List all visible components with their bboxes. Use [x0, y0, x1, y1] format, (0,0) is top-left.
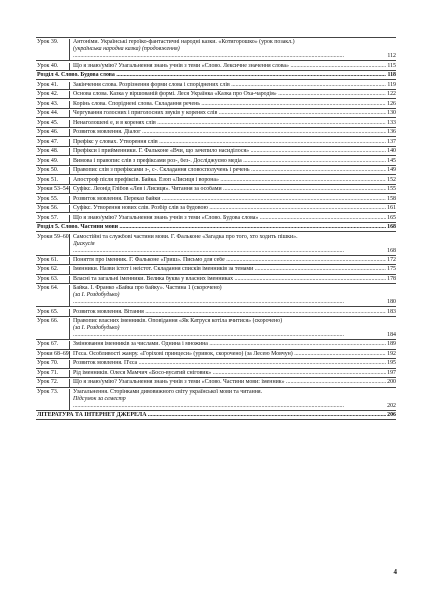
toc-row — [36, 213, 396, 223]
lesson-label: Урок 39. — [36, 39, 70, 60]
lesson-label: Урок 45. — [36, 120, 70, 127]
lesson-title-text: П'єса. Особливості жанру. «Горіхові принцеси» (уривок, скорочено) (за Лесею Мовчун) — [73, 350, 293, 357]
lesson-title-text: Що я знаю/умію? Узагальнення знань учнів з теми «Слово. Частини мови: іменник» — [73, 379, 285, 386]
lesson-title — [73, 110, 386, 117]
toc-row — [36, 350, 396, 360]
section-heading — [36, 223, 396, 233]
lesson-title-text: Розділ 5. Слово. Частини мови — [37, 224, 119, 231]
lesson-title — [73, 158, 386, 165]
lesson-label: Урок 43. — [36, 101, 70, 108]
lesson-title-text: Що я знаю/умію? Узагальнення знань учнів з теми «Слово. Будова слова» — [73, 214, 259, 221]
lesson-title — [73, 370, 386, 377]
toc-row — [36, 340, 396, 350]
lesson-title-text: Розвиток мовлення. Вітання — [73, 308, 144, 315]
toc-row — [36, 194, 396, 204]
lesson-label: Урок 42. — [36, 91, 70, 98]
lesson-title-text: ЛІТЕРАТУРА ТА ІНТЕРНЕТ ДЖЕРЕЛА — [37, 412, 147, 419]
lesson-label: Уроки 68–69. — [37, 350, 71, 357]
lesson-title — [37, 412, 386, 419]
lesson-title-text: Префікс у словах. Утворення слів — [73, 138, 158, 145]
toc-row — [36, 232, 396, 255]
lesson-title-text: Розділ 4. Слово. Будова слова — [37, 72, 115, 79]
lesson-title — [73, 82, 386, 89]
lesson-title — [73, 389, 386, 410]
page-ref: 158 — [387, 195, 396, 202]
page-ref: 115 — [387, 62, 396, 69]
lesson-title-text: Антоніми. Українські героїко-фантастичні народні казки. «Котигорошко» (урок позакл.) — [73, 39, 295, 46]
toc-row — [36, 61, 396, 71]
toc-row — [36, 204, 396, 214]
lesson-title — [73, 101, 386, 108]
lesson-label: Урок 51. — [36, 177, 70, 184]
lesson-title-continuation: (за І. Роздобудько) — [73, 325, 120, 332]
lesson-label: Урок 72. — [36, 379, 70, 386]
lesson-label: Урок 71. — [36, 370, 70, 377]
lesson-label: Урок 41. — [36, 82, 70, 89]
lesson-title-text: Байка. І. Франко «Байка про байку». Частина 1 (скорочено) — [73, 285, 222, 292]
lesson-title — [73, 309, 386, 316]
toc-row — [36, 317, 396, 340]
toc-row — [36, 185, 396, 195]
page-ref: 192 — [387, 350, 396, 357]
lesson-title-text: Правопис власних іменників. Оповідання «Як Катруся котіла вчитися» (скорочено) — [73, 318, 283, 325]
toc-row — [36, 156, 396, 166]
lesson-title — [73, 285, 386, 306]
lesson-title — [73, 177, 386, 184]
lesson-title-text: Ненаголошені е, и в коренях слів — [73, 119, 156, 126]
page-ref: 200 — [387, 379, 396, 386]
lesson-label: Урок 70. — [36, 360, 70, 367]
toc-row — [36, 109, 396, 119]
lesson-title — [73, 351, 386, 358]
table-of-contents — [36, 37, 396, 420]
lesson-title-text: Власні та загальні іменники. Велика буква у власних іменниках — [73, 275, 234, 282]
lesson-label: Урок 62. — [36, 266, 70, 273]
lesson-label: Урок 55. — [36, 196, 70, 203]
lesson-title — [73, 196, 386, 203]
lesson-title-text: Розвиток мовлення. Діалог — [73, 129, 141, 136]
lesson-label: Урок 44. — [36, 110, 70, 117]
page-number: 4 — [393, 568, 397, 576]
page-ref: 149 — [387, 167, 396, 174]
page-ref: 119 — [387, 81, 396, 88]
lesson-title — [73, 318, 386, 339]
lesson-title — [73, 360, 386, 367]
page-ref: 140 — [387, 148, 396, 155]
page-ref: 180 — [387, 299, 396, 306]
lesson-title — [73, 63, 386, 70]
lesson-title — [73, 341, 386, 348]
toc-row — [36, 99, 396, 109]
page-ref: 152 — [387, 176, 396, 183]
toc-row — [36, 284, 396, 307]
lesson-title-text: Суфікс. Утворення нових слів. Розбір слів за будовою — [73, 205, 208, 212]
toc-row — [36, 369, 396, 379]
page-ref: 197 — [387, 369, 396, 376]
toc-row — [36, 38, 396, 61]
lesson-title — [73, 91, 386, 98]
toc-row — [36, 388, 396, 411]
page-ref: 189 — [387, 341, 396, 348]
page-ref: 161 — [387, 205, 396, 212]
page-ref: 145 — [387, 157, 396, 164]
page-ref: 178 — [387, 275, 396, 282]
page-ref: 195 — [387, 360, 396, 367]
lesson-label: Урок 50. — [36, 167, 70, 174]
page-ref: 168 — [387, 247, 396, 254]
toc-row — [36, 80, 396, 90]
page-ref: 136 — [387, 129, 396, 136]
lesson-title-text: Основа слова. Казка у віршованій формі. Леся Українка «Казка про Оха-чародія» — [73, 91, 277, 98]
page-ref: 130 — [387, 110, 396, 117]
page-ref: 168 — [387, 224, 396, 231]
page-ref: 165 — [387, 214, 396, 221]
lesson-title-text: Що я знаю/умію? Узагальнення знань учнів з теми «Слово. Лексичне значення слова» — [73, 62, 289, 69]
lesson-title — [73, 129, 386, 136]
page-ref: 137 — [387, 138, 396, 145]
page-ref: 175 — [387, 266, 396, 273]
lesson-title — [73, 379, 386, 386]
lesson-title — [37, 224, 386, 231]
toc-row — [36, 359, 396, 369]
lesson-title — [73, 276, 386, 283]
lesson-title — [73, 234, 386, 255]
toc-row — [36, 275, 396, 285]
toc-row — [36, 90, 396, 100]
toc-row — [36, 265, 396, 275]
lesson-title — [73, 215, 386, 222]
lesson-title — [73, 167, 386, 174]
lesson-title — [73, 139, 386, 146]
lesson-title — [73, 148, 386, 155]
lesson-title-text: Вимова і правопис слів з префіксами роз-, без-. Досліджуємо медіа — [73, 157, 242, 164]
toc-row — [36, 256, 396, 266]
toc-row — [36, 166, 396, 176]
lesson-title-continuation: Підсумок за семестр — [73, 395, 126, 402]
page-ref: 172 — [387, 256, 396, 263]
lesson-title-text: Закінчення слова. Розрізнення форми слова і споріднених слів — [73, 81, 230, 88]
lesson-title-text: Префікси і прийменники. Г. Фальконе «Вчи, що зачепило насиділося» — [73, 148, 250, 155]
lesson-label: Урок 49. — [36, 158, 70, 165]
lesson-label: Урок 46. — [36, 129, 70, 136]
lesson-label: Урок 47. — [36, 139, 70, 146]
lesson-title — [73, 186, 386, 193]
lesson-label: Урок 56. — [36, 205, 70, 212]
lesson-title-text: Розвиток мовлення. Переказ байки — [73, 195, 161, 202]
lesson-title-text: Правопис слів з префіксами з-, с-. Складання словосполучень і речень — [73, 167, 250, 174]
lesson-label: Урок 64. — [36, 285, 70, 306]
lesson-title-text: Поняття про іменник. Г. Фальконе «Гриш». Письмо для себе — [73, 256, 225, 263]
toc-row — [36, 137, 396, 147]
page-ref: 202 — [387, 402, 396, 409]
page-ref: 112 — [387, 53, 396, 60]
lesson-title-text: Чергування голосних і приголосних звуків у коренях слів — [73, 110, 218, 117]
lesson-label: Урок 40. — [36, 63, 70, 70]
lesson-label: Уроки 59–60. — [36, 234, 70, 255]
lesson-label: Урок 73. — [36, 389, 70, 410]
lesson-label: Урок 48. — [36, 148, 70, 155]
lesson-title — [73, 205, 386, 212]
toc-row — [36, 175, 396, 185]
page-ref: 133 — [387, 119, 396, 126]
toc-row — [36, 307, 396, 317]
toc-row — [36, 378, 396, 388]
toc-row — [36, 118, 396, 128]
page-ref: 118 — [387, 72, 396, 79]
page-ref: 183 — [387, 308, 396, 315]
lesson-title-continuation: Дискусія — [73, 240, 95, 247]
lesson-label: Урок 63. — [36, 276, 70, 283]
page-ref: 155 — [387, 186, 396, 193]
lesson-label: Урок 67. — [36, 341, 70, 348]
lesson-label: Уроки 53–54. — [37, 186, 71, 193]
toc-row — [36, 128, 396, 138]
lesson-title-continuation: (за І. Роздобудько) — [73, 292, 120, 299]
lesson-label: Урок 66. — [36, 318, 70, 339]
toc-row — [36, 147, 396, 157]
section-heading — [36, 71, 396, 81]
lesson-title — [73, 120, 386, 127]
lesson-title-text: Корінь слова. Споріднені слова. Складання речень — [73, 100, 200, 107]
lesson-title-text: Узагальнення. Сторінками дивовижного світу української мови та читання. — [73, 388, 263, 395]
page-ref: 126 — [387, 100, 396, 107]
lesson-title — [73, 39, 386, 60]
page-ref: 122 — [387, 91, 396, 98]
lesson-title-continuation: (українська народна казка) (продовження) — [73, 46, 180, 53]
lesson-label: Урок 57. — [36, 215, 70, 222]
lesson-title-text: Рід іменників. Олеся Мамчич «Босо-вусатий сніговик» — [73, 369, 212, 376]
lesson-label: Урок 61. — [36, 257, 70, 264]
lesson-label: Урок 65. — [36, 309, 70, 316]
lesson-title — [73, 257, 386, 264]
page-ref: 184 — [387, 332, 396, 339]
lesson-title — [37, 72, 386, 79]
lesson-title-text: Суфікс. Леонід Глібов «Лев і Лисиця». Читання за особами — [73, 186, 222, 193]
lesson-title — [73, 266, 386, 273]
lesson-title-text: Апостроф після префіксів. Байка. Езоп «Лисиця і ворона» — [73, 176, 219, 183]
page-ref: 206 — [387, 412, 396, 419]
references-entry — [36, 411, 396, 421]
lesson-title-text: Іменники. Назви істот і неістот. Складання списків іменників за темами — [73, 266, 254, 273]
lesson-title-text: Розвиток мовлення. П'єса — [73, 360, 138, 367]
lesson-title-text: Самостійні та службові частини мови. Г. Фальконе «Загадка про того, хто ходить пішки». — [73, 233, 298, 240]
lesson-title-text: Змінювання іменників за числами. Однина і множина — [73, 341, 208, 348]
